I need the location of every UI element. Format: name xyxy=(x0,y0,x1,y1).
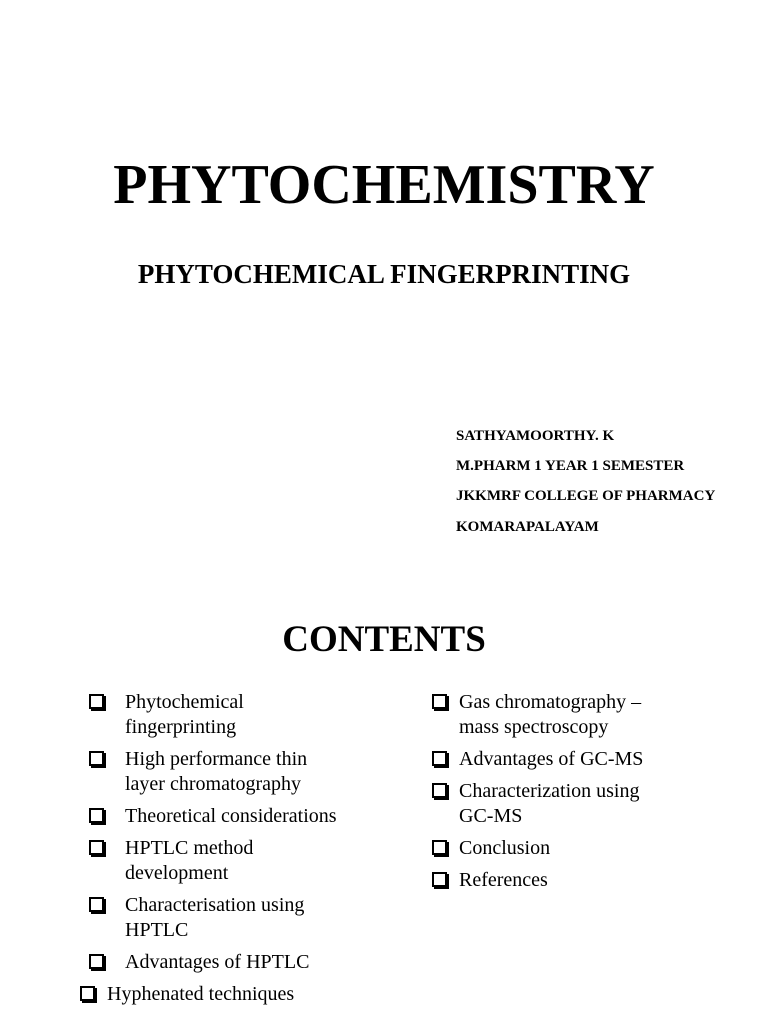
contents-list-right xyxy=(432,690,672,900)
author-college: JKKMRF COLLEGE OF PHARMACY xyxy=(456,488,716,504)
list-item: Advantages of GC-MS xyxy=(432,747,672,772)
checkbox-icon xyxy=(432,872,447,887)
author-course: M.PHARM 1 YEAR 1 SEMESTER xyxy=(456,458,685,474)
list-item: High performance thin layer chromatography xyxy=(89,747,339,797)
list-item: Characterisation using HPTLC xyxy=(89,893,339,943)
contents-list-left xyxy=(89,690,339,1014)
list-item: Phytochemical fingerprinting xyxy=(89,690,339,740)
page-subtitle: PHYTOCHEMICAL FINGERPRINTING xyxy=(137,259,631,289)
author-place: KOMARAPALAYAM xyxy=(456,519,599,535)
checkbox-icon xyxy=(89,840,104,855)
checkbox-icon xyxy=(432,783,447,798)
checkbox-icon xyxy=(432,694,447,709)
list-item: Advantages of HPTLC xyxy=(89,950,339,975)
checkbox-icon xyxy=(89,897,104,912)
checkbox-icon xyxy=(432,751,447,766)
list-item: Hyphenated techniques xyxy=(80,982,339,1007)
list-item: References xyxy=(432,868,672,893)
list-item: Characterization using GC-MS xyxy=(432,779,672,829)
checkbox-icon xyxy=(89,954,104,969)
contents-heading: CONTENTS xyxy=(282,619,486,660)
list-item: Conclusion xyxy=(432,836,672,861)
checkbox-icon xyxy=(432,840,447,855)
checkbox-icon xyxy=(89,751,104,766)
checkbox-icon xyxy=(80,986,95,1001)
list-item: Gas chromatography – mass spectroscopy xyxy=(432,690,672,740)
checkbox-icon xyxy=(89,694,104,709)
page-title: PHYTOCHEMISTRY xyxy=(113,154,655,216)
list-item: HPTLC method development xyxy=(89,836,339,886)
checkbox-icon xyxy=(89,808,104,823)
list-item: Theoretical considerations xyxy=(89,804,339,829)
author-name: SATHYAMOORTHY. K xyxy=(456,428,615,444)
